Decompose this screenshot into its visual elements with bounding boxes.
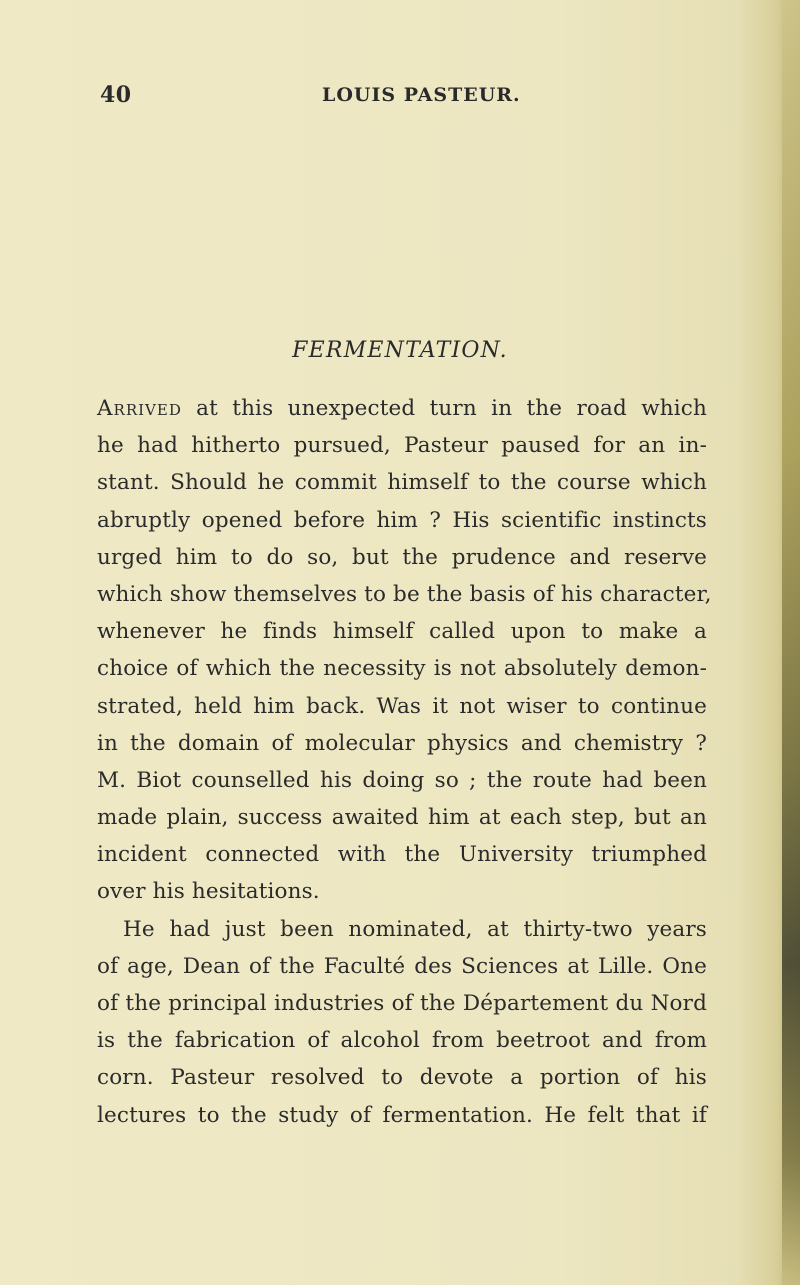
chapter-title: FERMENTATION. bbox=[292, 338, 508, 363]
paragraph-1 bbox=[97, 390, 712, 911]
text-line: of the principal industries of the Département du Nord bbox=[97, 991, 707, 1016]
page-header bbox=[100, 82, 700, 112]
text-line: of age, Dean of the Faculté des Sciences at Lille. One bbox=[97, 953, 707, 979]
text-line: lectures to the study of fermentation. He felt that if bbox=[97, 1102, 707, 1128]
text-line: choice of which the necessity is not absolutely demon- bbox=[97, 656, 707, 682]
body-text bbox=[97, 390, 712, 1134]
text-line: which show themselves to be the basis of his character, bbox=[97, 581, 712, 607]
text-line bbox=[97, 390, 707, 427]
text-line: incident connected with the University triumphed bbox=[97, 842, 707, 868]
text-line: whenever he finds himself called upon to make a bbox=[97, 619, 707, 645]
first-line-rest: at this unexpected turn in the road which bbox=[181, 396, 707, 421]
text-line: corn. Pasteur resolved to devote a portion of his bbox=[97, 1065, 707, 1091]
text-line: in the domain of molecular physics and chemistry ? bbox=[97, 730, 707, 756]
lead-word: Arrived bbox=[97, 396, 182, 421]
text-line: over his hesitations. bbox=[97, 879, 320, 905]
text-line: abruptly opened before him ? His scientific instincts bbox=[97, 507, 707, 533]
text-line: is the fabrication of alcohol from beetroot and from bbox=[97, 1028, 707, 1054]
paragraph-2 bbox=[97, 911, 707, 1134]
page-number: 40 bbox=[100, 82, 132, 108]
page-edge-shadow bbox=[782, 0, 800, 1285]
text-line: stant. Should he commit himself to the course which bbox=[97, 470, 707, 496]
text-line: made plain, success awaited him at each step, but an bbox=[97, 805, 707, 831]
text-line: He had just been nominated, at thirty-two years bbox=[123, 916, 707, 942]
running-head: LOUIS PASTEUR. bbox=[322, 84, 521, 106]
text-line: M. Biot counselled his doing so ; the route had been bbox=[97, 767, 707, 793]
text-line: he had hitherto pursued, Pasteur paused for an in- bbox=[97, 433, 707, 459]
text-line: strated, held him back. Was it not wiser to continue bbox=[97, 693, 707, 719]
text-line: urged him to do so, but the prudence and reserve bbox=[97, 544, 707, 570]
